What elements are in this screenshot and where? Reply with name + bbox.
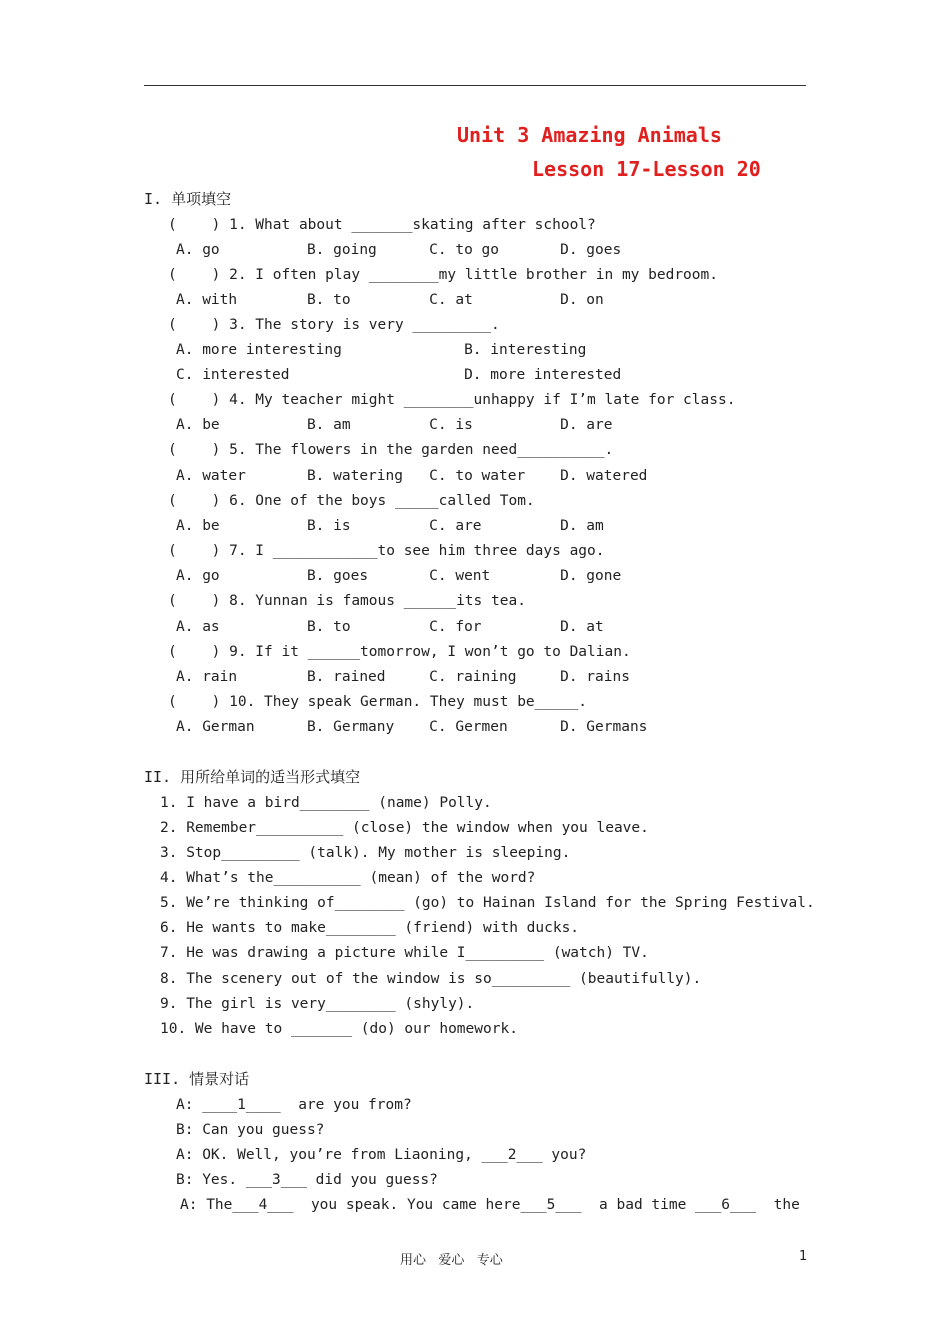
dialogue-line: B: Yes. ___3___ did you guess? xyxy=(176,1172,438,1188)
fill-in-line: 9. The girl is very________ (shyly). xyxy=(160,996,475,1012)
section-3-heading: III. 情景对话 xyxy=(144,1070,250,1088)
options-line: A. German B. Germany C. Germen D. Germans xyxy=(176,719,648,735)
fill-in-line: 7. He was drawing a picture while I_________ (watch) TV. xyxy=(160,945,649,961)
header-rule xyxy=(144,85,806,86)
fill-in-line: 6. He wants to make________ (friend) with ducks. xyxy=(160,920,580,936)
fill-in-line: 3. Stop_________ (talk). My mother is sleeping. xyxy=(160,845,571,861)
question-line: ( ) 7. I ____________to see him three days ago. xyxy=(168,543,605,559)
fill-in-line: 4. What’s the__________ (mean) of the word? xyxy=(160,870,536,886)
options-line: A. be B. is C. are D. am xyxy=(176,518,604,534)
options-line: A. go B. goes C. went D. gone xyxy=(176,568,622,584)
dialogue-line: A: ____1____ are you from? xyxy=(176,1097,412,1113)
options-line: A. rain B. rained C. raining D. rains xyxy=(176,669,630,685)
options-line: A. go B. going C. to go D. goes xyxy=(176,242,622,258)
fill-in-line: 2. Remember__________ (close) the window when you leave. xyxy=(160,820,649,836)
section-1-heading: I. 单项填空 xyxy=(144,190,232,208)
fill-in-line: 1. I have a bird________ (name) Polly. xyxy=(160,795,492,811)
question-line: ( ) 10. They speak German. They must be_____. xyxy=(168,694,588,710)
options-line: A. with B. to C. at D. on xyxy=(176,292,604,308)
question-line: ( ) 8. Yunnan is famous ______its tea. xyxy=(168,593,526,609)
options-line: A. more interesting B. interesting xyxy=(176,342,587,358)
footer-motto: 用心 爱心 专心 xyxy=(400,1253,503,1268)
fill-in-line: 8. The scenery out of the window is so_________ (beautifully). xyxy=(160,971,702,987)
dialogue-line: B: Can you guess? xyxy=(176,1122,325,1138)
options-line: A. as B. to C. for D. at xyxy=(176,619,604,635)
question-line: ( ) 2. I often play ________my little brother in my bedroom. xyxy=(168,267,718,283)
options-line: A. water B. watering C. to water D. watered xyxy=(176,468,648,484)
lesson-title: Lesson 17-Lesson 20 xyxy=(532,157,761,181)
options-line: C. interested D. more interested xyxy=(176,367,622,383)
question-line: ( ) 3. The story is very _________. xyxy=(168,317,500,333)
options-line: A. be B. am C. is D. are xyxy=(176,417,613,433)
unit-title: Unit 3 Amazing Animals xyxy=(457,123,722,147)
question-line: ( ) 1. What about _______skating after school? xyxy=(168,217,596,233)
question-line: ( ) 9. If it ______tomorrow, I won’t go to Dalian. xyxy=(168,644,631,660)
page-number: 1 xyxy=(799,1249,808,1264)
fill-in-line: 5. We’re thinking of________ (go) to Hainan Island for the Spring Festival. xyxy=(160,895,815,911)
question-line: ( ) 4. My teacher might ________unhappy if I’m late for class. xyxy=(168,392,736,408)
dialogue-line: A: OK. Well, you’re from Liaoning, ___2___ you? xyxy=(176,1147,587,1163)
question-line: ( ) 6. One of the boys _____called Tom. xyxy=(168,493,535,509)
dialogue-line: A: The___4___ you speak. You came here___5___ a bad time ___6___ the xyxy=(180,1197,800,1213)
section-2-heading: II. 用所给单词的适当形式填空 xyxy=(144,768,361,786)
question-line: ( ) 5. The flowers in the garden need__________. xyxy=(168,442,614,458)
fill-in-line: 10. We have to _______ (do) our homework. xyxy=(160,1021,518,1037)
